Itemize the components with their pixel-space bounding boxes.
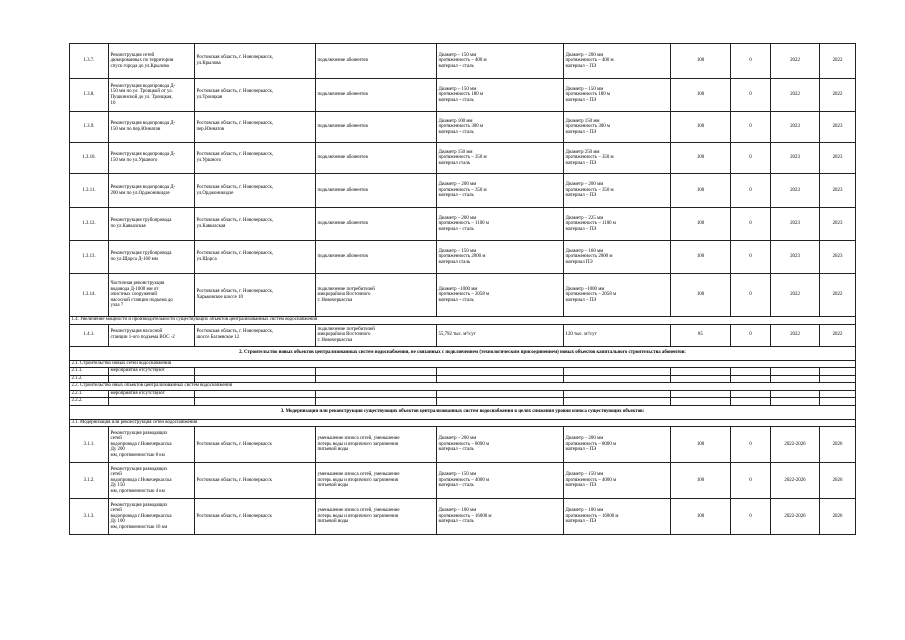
row-name: Реконструкция насосной станции 1-ого подъема ВОС -2 — [109, 324, 195, 346]
row-before: Диаметр – 200 мм протяженность – 8000 м материал – сталь — [437, 427, 564, 463]
row-end-year: 2023 — [820, 241, 856, 274]
row-start-year: 2022 — [771, 79, 820, 112]
table-section-1 — [70, 44, 856, 317]
row-purpose: подключение абонентов — [316, 174, 437, 208]
row-value: 0 — [731, 499, 771, 535]
table-row — [70, 390, 856, 398]
row-purpose: подключение абонентов — [316, 79, 437, 112]
row-after: Диаметр – 150 мм протяженность 180 м материал – ПЭ — [564, 79, 671, 112]
row-after: Диаметр –1000 мм протяженность – 2058 м материал – ПЭ — [564, 274, 671, 317]
row-end-year: 2026 — [820, 499, 856, 535]
row-before: Диаметр – 150 мм протяженность – 4000 м материал – сталь — [437, 463, 564, 499]
row-id: 1.3.14. — [70, 274, 109, 317]
document-page — [69, 43, 855, 535]
row-end-year: 2022 — [820, 324, 856, 346]
row-before: Диаметр – 150 мм протяженность 180 м материал – сталь — [437, 79, 564, 112]
table-row — [70, 274, 856, 317]
row-name: Реконструкция сетей дюкированных по территории спуск города до ул.Крылова — [109, 44, 195, 79]
row-value: 0 — [731, 274, 771, 317]
row-address: Ростовская область, г. Новочеркасск, Харьковское шоссе 10 — [195, 274, 316, 317]
table-row — [70, 375, 856, 383]
row-address: Ростовская область, г. Новочеркасск, ул.Уршного — [195, 143, 316, 174]
row-start-year: 2023 — [771, 174, 820, 208]
row-id: 1.3.10. — [70, 143, 109, 174]
row-before: Диаметр 100 мм протяженность 300 м материал – сталь — [437, 112, 564, 143]
row-start-year: 2022-2026 — [771, 499, 820, 535]
row-end-year: 2022 — [820, 79, 856, 112]
row-start-year: 2023 — [771, 112, 820, 143]
table-row — [70, 241, 856, 274]
table-row — [70, 79, 856, 112]
row-after: Диаметр – 150 мм протяженность – 4000 м материал – ПЭ — [564, 463, 671, 499]
row-name: Реконструкция трубопровода по ул.Щорса Д-160 мм — [109, 241, 195, 274]
row-before: Диаметр – 200 мм протяженность – 350 м материал – сталь — [437, 174, 564, 208]
row-name: Частичная реконструкция водовода Д-1000 мм от очистных сооружений насосной станции подъема до узла 7 — [109, 274, 195, 317]
row-name: Реконструкция водопровода Д- 150 мм по ул.Уршного — [109, 143, 195, 174]
row-name: Реконструкция водопровода Д- 150 мм по пер.Юннатов — [109, 112, 195, 143]
row-value: 0 — [731, 427, 771, 463]
row-value: 0 — [731, 143, 771, 174]
row-purpose: подключение абонентов — [316, 143, 437, 174]
row-purpose: подключение абонентов — [316, 241, 437, 274]
row-percent: 100 — [671, 79, 731, 112]
row-value: 0 — [731, 44, 771, 79]
row-id: 1.3.9. — [70, 112, 109, 143]
row-percent: 100 — [671, 112, 731, 143]
table-section-1-4 — [70, 317, 856, 347]
row-start-year: 2022 — [771, 44, 820, 79]
row-id: 2.1.2. — [70, 375, 109, 383]
row-value: 0 — [731, 79, 771, 112]
row-name: Реконструкция разводящих сетей водопровода г.Новочеркасска Ду 100 мм, протяженностью 16 км — [109, 499, 195, 535]
subsection-title: 2.2. Строительство иных объектов централизованных систем водоснабжения — [70, 383, 856, 391]
row-id: 3.1.2. — [70, 463, 109, 499]
measures-table — [69, 43, 856, 535]
row-purpose: подключение абонентов — [316, 112, 437, 143]
row-id: 1.3.8. — [70, 79, 109, 112]
row-name: Реконструкция водопровода Д- 200 мм по ул.Орджоникидзе — [109, 174, 195, 208]
table-section-3 — [70, 405, 856, 535]
row-id: 1.3.13. — [70, 241, 109, 274]
row-address: Ростовская область, г. Новочеркасск — [195, 499, 316, 535]
row-before: Диаметр – 150 мм протяженность 2000 м материал сталь — [437, 241, 564, 274]
row-value: 0 — [731, 463, 771, 499]
table-row — [70, 499, 856, 535]
row-address: Ростовская область, г. Новочеркасск, ул.Щорса — [195, 241, 316, 274]
row-purpose: подключение абонентов — [316, 44, 437, 79]
row-percent: 100 — [671, 44, 731, 79]
row-after: Диаметр – 200 мм протяженность – 400 м материал – ПЭ — [564, 44, 671, 79]
row-after: Диаметр – 225 мм протяженность – 1100 м материал – ПЭ — [564, 208, 671, 241]
row-id: 2.2.2. — [70, 398, 109, 406]
row-name: мероприятия отсутствуют — [109, 390, 195, 398]
row-name: Реконструкция водопровода Д- 150 мм по ул. Троицкой от ул. Пушкинской до ул. Троицкая, 10 — [109, 79, 195, 112]
row-name: мероприятия отсутствуют — [109, 368, 195, 376]
row-end-year: 2026 — [820, 427, 856, 463]
row-id: 2.2.1. — [70, 390, 109, 398]
row-start-year: 2023 — [771, 241, 820, 274]
table-row — [70, 112, 856, 143]
table-row — [70, 143, 856, 174]
row-before: Диаметр – 200 мм протяженность – 1100 м материал – сталь — [437, 208, 564, 241]
row-address: Ростовская область, г. Новочеркасск, ул.Орджоникидзе — [195, 174, 316, 208]
row-id: 2.1.1. — [70, 368, 109, 376]
row-address: Ростовская область, г. Новочеркасск — [195, 463, 316, 499]
row-start-year: 2023 — [771, 143, 820, 174]
row-id: 1.3.7. — [70, 44, 109, 79]
row-before: Диаметр 150 мм протяженность – 350 м материал сталь — [437, 143, 564, 174]
row-name: Реконструкция трубопровода по ул.Кавказская — [109, 208, 195, 241]
row-percent: 100 — [671, 241, 731, 274]
row-purpose: подключение абонентов — [316, 208, 437, 241]
row-percent: 100 — [671, 274, 731, 317]
table-row — [70, 427, 856, 463]
table-row — [70, 174, 856, 208]
row-purpose: уменьшение износа сетей, уменьшение потерь воды и вторичного загрязнения питьевой воды — [316, 499, 437, 535]
table-row — [70, 44, 856, 79]
row-before: Диаметр – 100 мм протяженность – 16000 м материал – сталь — [437, 499, 564, 535]
row-purpose: подключение потребителей микрорайона Восточного г. Новочеркасска — [316, 274, 437, 317]
section-heading-3: 3. Модернизация или реконструкция существующих объектов централизованных систем водоснабжения в целях снижения уровня износа существующих объектов: — [70, 405, 856, 419]
row-percent: 100 — [671, 427, 731, 463]
row-value: 0 — [731, 112, 771, 143]
table-row — [70, 324, 856, 346]
row-after: Диаметр – 200 мм протяженность – 350 м материал – ПЭ — [564, 174, 671, 208]
row-end-year: 2023 — [820, 174, 856, 208]
subsection-title: 1.4. Увеличение мощности и производительности существующих объектов централизованных систем водоснабжения — [70, 317, 856, 325]
section-heading-2: 2. Строительство новых объектов централизованных систем водоснабжения, не связанных с подключением (технологическим присоединением) новых объектов капитального строительства абонентов: — [70, 346, 856, 360]
table-row — [70, 368, 856, 376]
subsection-title: 2.1. Строительство новых сетей водоснабжения — [70, 360, 856, 368]
row-id: 3.1.1. — [70, 427, 109, 463]
row-percent: 85 — [671, 324, 731, 346]
row-address: Ростовская область, г. Новочеркасск, ул.Кавказская — [195, 208, 316, 241]
row-end-year: 2023 — [820, 143, 856, 174]
row-end-year: 2023 — [820, 112, 856, 143]
row-after: Диаметр 150 мм протяженность 300 м материал – ПЭ — [564, 112, 671, 143]
row-end-year: 2026 — [820, 463, 856, 499]
row-start-year: 2022-2026 — [771, 463, 820, 499]
row-purpose: уменьшение износа сетей, уменьшение потерь воды и вторичного загрязнения питьевой воды — [316, 463, 437, 499]
row-end-year: 2022 — [820, 274, 856, 317]
table-row — [70, 208, 856, 241]
row-address: Ростовская область, г. Новочеркасск, шоссе Багаевское 12 — [195, 324, 316, 346]
row-before: 55,792 тыс. м³/сут — [437, 324, 564, 346]
row-purpose: уменьшение износа сетей, уменьшение потерь воды и вторичного загрязнения питьевой воды — [316, 427, 437, 463]
subsection-title: 3.1. Модернизация или реконструкция сетей водоснабжения — [70, 419, 856, 427]
table-row — [70, 463, 856, 499]
row-percent: 100 — [671, 463, 731, 499]
row-id: 1.4.1. — [70, 324, 109, 346]
row-address: Ростовская область, г. Новочеркасск — [195, 427, 316, 463]
row-percent: 100 — [671, 174, 731, 208]
row-after: 120 тыс. м³/сут — [564, 324, 671, 346]
row-address: Ростовская область, г. Новочеркасск, ул.Крылова — [195, 44, 316, 79]
row-before: Диаметр – 150 мм протяженность – 400 м материал – сталь — [437, 44, 564, 79]
row-end-year: 2023 — [820, 208, 856, 241]
row-address: Ростовская область, г. Новочеркасск, ул.Троицкая — [195, 79, 316, 112]
row-after: Диаметр – 160 мм протяженность 2000 м материал ПЭ — [564, 241, 671, 274]
row-id: 1.3.12. — [70, 208, 109, 241]
row-id: 3.1.3. — [70, 499, 109, 535]
table-section-2 — [70, 346, 856, 405]
row-value: 0 — [731, 324, 771, 346]
row-end-year: 2022 — [820, 44, 856, 79]
row-start-year: 2022-2026 — [771, 427, 820, 463]
row-value: 0 — [731, 241, 771, 274]
row-percent: 100 — [671, 143, 731, 174]
row-start-year: 2023 — [771, 208, 820, 241]
row-before: Диаметр –1000 мм протяженность – 2058 м материал – сталь — [437, 274, 564, 317]
table-row — [70, 398, 856, 406]
row-start-year: 2022 — [771, 324, 820, 346]
row-name: Реконструкция разводящих сетей водопровода г.Новочеркасска Ду 200 мм, протяженностью 8 км — [109, 427, 195, 463]
row-after: Диаметр – 100 мм протяженность – 16000 м материал – ПЭ — [564, 499, 671, 535]
row-name: Реконструкция разводящих сетей водопровода г.Новочеркасска Ду 150 мм, протяженностью 4 км — [109, 463, 195, 499]
row-value: 0 — [731, 174, 771, 208]
row-percent: 100 — [671, 499, 731, 535]
row-purpose: подключение потребителей микрорайона Восточного г. Новочеркасска — [316, 324, 437, 346]
row-percent: 100 — [671, 208, 731, 241]
row-id: 1.3.11. — [70, 174, 109, 208]
row-address: Ростовская область, г. Новочеркасск, пер.Юннатов — [195, 112, 316, 143]
row-value: 0 — [731, 208, 771, 241]
row-after: Диаметр 250 мм протяженность – 350 м материал – ПЭ — [564, 143, 671, 174]
row-start-year: 2022 — [771, 274, 820, 317]
row-after: Диаметр – 200 мм протяженность – 8000 м материал – ПЭ — [564, 427, 671, 463]
